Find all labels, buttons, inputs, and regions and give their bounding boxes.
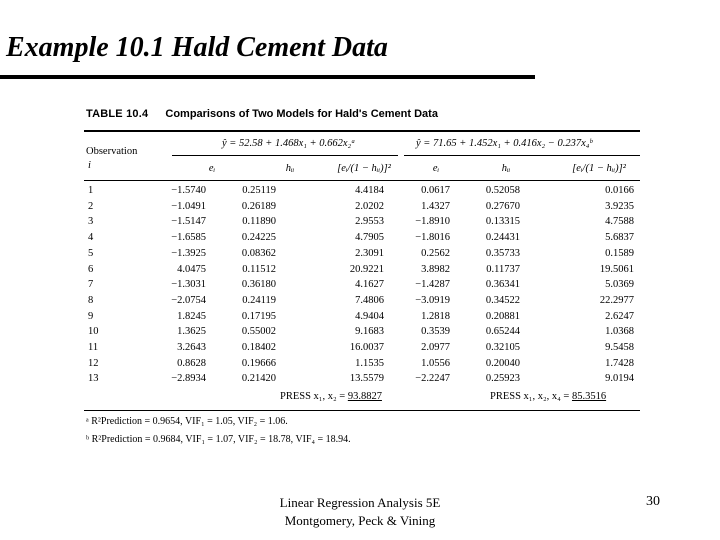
- model2-equation: ŷ = 71.65 + 1.452x₁ + 0.416x₂ − 0.237x₄ᵇ: [416, 138, 593, 149]
- table-cell: 3.2643: [177, 342, 206, 353]
- table-cell: 0.36180: [241, 279, 276, 291]
- table-cell: −1.6585: [171, 232, 206, 244]
- table-cell: 2.3091: [355, 247, 384, 259]
- row-index: 3: [88, 216, 94, 228]
- table-cell: 5.6837: [605, 232, 634, 244]
- table-figure: [84, 108, 644, 456]
- table-cell: 0.26189: [241, 200, 276, 212]
- table-cell: 0.32105: [485, 342, 520, 353]
- slide-title: Example 10.1 Hald Cement Data: [6, 32, 388, 63]
- table-cell: 1.8245: [177, 310, 206, 322]
- table-cell: 19.5061: [599, 263, 634, 275]
- column-header: eᵢ: [432, 163, 440, 174]
- row-index: 1: [88, 185, 94, 196]
- header-bottom-rule: [84, 180, 640, 181]
- table-cell: 4.9404: [355, 310, 384, 322]
- row-index: 6: [88, 263, 94, 275]
- table-cell: 5.0369: [605, 279, 634, 291]
- model2-rule: [404, 155, 640, 156]
- obs-index-header: i: [88, 160, 91, 171]
- row-index: 8: [88, 294, 94, 306]
- table-top-rule: [84, 130, 640, 132]
- table-cell: 0.0166: [605, 185, 634, 196]
- table-cell: 0.17195: [241, 310, 276, 322]
- table-caption-text: Comparisons of Two Models for Hald's Cement Data: [165, 108, 438, 120]
- footnote-a: ᵃ R²Prediction = 0.9654, VIF₁ = 1.05, VIF₂ = 1.06.: [86, 416, 288, 427]
- table-cell: 2.0977: [421, 342, 450, 353]
- press2: [490, 391, 606, 402]
- row-index: 11: [88, 342, 99, 353]
- table-cell: 1.2818: [421, 310, 450, 322]
- table-cell: 9.1683: [355, 326, 384, 338]
- table-cell: 4.7905: [355, 232, 384, 244]
- table-cell: 2.6247: [605, 310, 634, 322]
- table-cell: 1.0368: [605, 326, 634, 338]
- table-cell: 1.1535: [355, 357, 384, 369]
- table-cell: −1.5147: [171, 216, 206, 228]
- table-cell: −1.8910: [415, 216, 450, 228]
- column-header: eᵢ: [208, 163, 216, 174]
- row-index: 7: [88, 279, 94, 291]
- table-cell: 0.27670: [485, 200, 520, 212]
- table-cell: 0.52058: [485, 185, 520, 196]
- column-header: [eᵢ/(1 − hᵢᵢ)]²: [337, 163, 391, 174]
- row-index: 10: [88, 326, 99, 338]
- table-cell: −1.4287: [415, 279, 450, 291]
- table-cell: 0.13315: [485, 216, 520, 228]
- table-cell: 0.24431: [485, 232, 520, 244]
- table-cell: 0.25119: [242, 185, 276, 196]
- table-cell: 0.65244: [485, 326, 520, 338]
- table-cell: 0.25923: [485, 373, 520, 385]
- table-bottom-rule: [84, 410, 640, 411]
- table-cell: 0.11512: [242, 263, 276, 275]
- row-index: 12: [88, 357, 99, 369]
- table-cell: −1.8016: [415, 232, 450, 244]
- table-cell: 0.18402: [241, 342, 276, 353]
- table-cell: 0.3539: [421, 326, 450, 338]
- table-cell: −2.0754: [171, 294, 206, 306]
- row-index: 13: [88, 373, 99, 385]
- press2-label: PRESS x₁, x₂, x₄ =: [490, 391, 572, 402]
- column-header: hᵢᵢ: [501, 163, 511, 174]
- table-cell: 0.08362: [241, 247, 276, 259]
- table-cell: 3.9235: [605, 200, 634, 212]
- press1-label: PRESS x₁, x₂ =: [280, 391, 348, 402]
- table-cell: 16.0037: [349, 342, 384, 353]
- table-cell: −2.8934: [171, 373, 206, 385]
- table-cell: 0.24119: [242, 294, 276, 306]
- table-cell: 0.55002: [241, 326, 276, 338]
- model1-equation: ŷ = 52.58 + 1.468x₁ + 0.662x₂ᵃ: [222, 138, 356, 149]
- table-cell: 1.7428: [605, 357, 634, 369]
- page-number: 30: [646, 494, 660, 509]
- table-cell: 0.2562: [421, 247, 450, 259]
- observation-header: Observation: [86, 146, 138, 157]
- table-cell: 2.9553: [355, 216, 384, 228]
- table-cell: 4.4184: [355, 185, 384, 196]
- footnote-b: ᵇ R²Prediction = 0.9684, VIF₁ = 1.07, VIF₂ = 18.78, VIF₄ = 18.94.: [86, 434, 351, 445]
- table-cell: −1.5740: [171, 185, 206, 196]
- row-index: 5: [88, 247, 94, 259]
- table-cell: 9.0194: [605, 373, 634, 385]
- table-cell: −1.3925: [171, 247, 206, 259]
- table-cell: 0.1589: [605, 247, 634, 259]
- table-cell: 0.19666: [241, 357, 276, 369]
- row-index: 4: [88, 232, 94, 244]
- table-cell: 4.7588: [605, 216, 634, 228]
- table-cell: 0.24225: [241, 232, 276, 244]
- table-cell: 20.9221: [349, 263, 384, 275]
- table-cell: −2.2247: [415, 373, 450, 385]
- table-label: TABLE 10.4: [86, 108, 149, 120]
- column-header: [eᵢ/(1 − hᵢᵢ)]²: [572, 163, 626, 174]
- table-cell: 0.11737: [486, 263, 520, 275]
- press1: [280, 391, 382, 402]
- press1-value: 93.8827: [347, 391, 382, 402]
- press2-value: 85.3516: [571, 391, 607, 402]
- table-cell: 0.34522: [485, 294, 520, 306]
- table-cell: 0.0617: [421, 185, 450, 196]
- footer-line1: Linear Regression Analysis 5E: [279, 495, 441, 510]
- table-cell: 4.1627: [355, 279, 384, 291]
- table-cell: 0.8628: [177, 357, 206, 369]
- table-cell: 0.20040: [485, 357, 520, 369]
- table-cell: 0.11890: [242, 216, 276, 228]
- table-cell: 1.3625: [177, 326, 206, 338]
- table-cell: −1.3031: [171, 279, 206, 291]
- table-caption: [86, 108, 438, 120]
- model1-rule: [172, 155, 398, 156]
- table-cell: −1.0491: [171, 200, 206, 212]
- table-cell: 7.4806: [355, 294, 384, 306]
- table-cell: 0.35733: [485, 247, 520, 259]
- table-cell: 1.0556: [421, 357, 450, 369]
- row-index: 9: [88, 310, 94, 322]
- table-cell: 0.20881: [485, 310, 520, 322]
- table-cell: 3.8982: [421, 263, 450, 275]
- table-cell: 2.0202: [355, 200, 384, 212]
- footer: [240, 494, 480, 530]
- title-underline: [0, 75, 535, 79]
- column-header: hᵢᵢ: [285, 163, 295, 174]
- table-cell: 4.0475: [177, 263, 206, 275]
- table-cell: 1.4327: [421, 200, 450, 212]
- table-cell: 0.21420: [241, 373, 276, 385]
- table-cell: 0.36341: [485, 279, 520, 291]
- table-cell: −3.0919: [415, 294, 450, 306]
- footer-line2: Montgomery, Peck & Vining: [284, 513, 436, 528]
- table-cell: 9.5458: [605, 342, 634, 353]
- row-index: 2: [88, 200, 94, 212]
- table-cell: 22.2977: [599, 294, 634, 306]
- table-cell: 13.5579: [349, 373, 384, 385]
